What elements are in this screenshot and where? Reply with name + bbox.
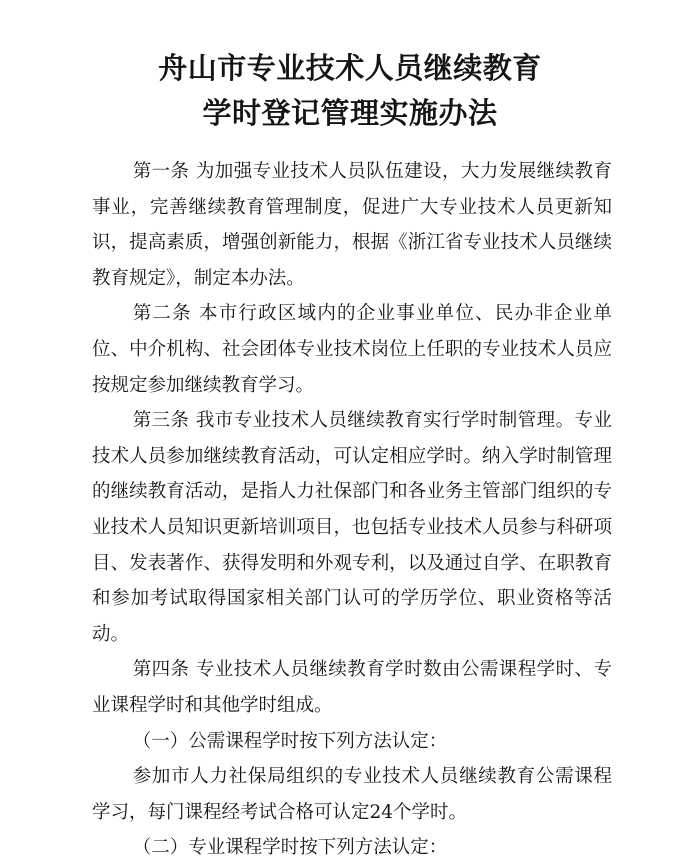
clause-1-heading: （一）公需课程学时按下列方法认定： — [132, 730, 448, 752]
article-2: 第二条 本市行政区域内的企业事业单位、民办非企业单位、中介机构、社会团体专业技术岗位上任职的专业技术人员应按规定参加继续教育学习。 — [92, 303, 612, 396]
article-3: 第三条 我市专业技术人员继续教育实行学时制管理。专业技术人员参加继续教育活动，可认定相应学时。纳入学时制管理的继续教育活动，是指人力社保部门和各业务主管部门组织的专业技术人员知识更新培训项目，也包括专业技术人员参与科研项目、发表著作、获得发明和外观专利，以及通过自学、在职教育和参加考试取得国家相关部门认可的学历学位、职业资格等活动。 — [92, 410, 612, 645]
article-1: 第一条 为加强专业技术人员队伍建设，大力发展继续教育事业，完善继续教育管理制度，促进广大专业技术人员更新知识，提高素质，增强创新能力，根据《浙江省专业技术人员继续教育规定》，制定本办法。 — [92, 161, 612, 289]
document-body — [92, 154, 612, 866]
document-title-line-1: 舟山市专业技术人员继续教育 — [158, 51, 542, 85]
clause-2-heading: （二）专业课程学时按下列方法认定： — [132, 837, 448, 859]
article-4: 第四条 专业技术人员继续教育学时数由公需课程学时、专业课程学时和其他学时组成。 — [92, 659, 612, 716]
clause-1-text: 参加市人力社保局组织的专业技术人员继续教育公需课程学习，每门课程经考试合格可认定24个学时。 — [92, 766, 612, 823]
document-title-line-2: 学时登记管理实施办法 — [202, 96, 498, 130]
